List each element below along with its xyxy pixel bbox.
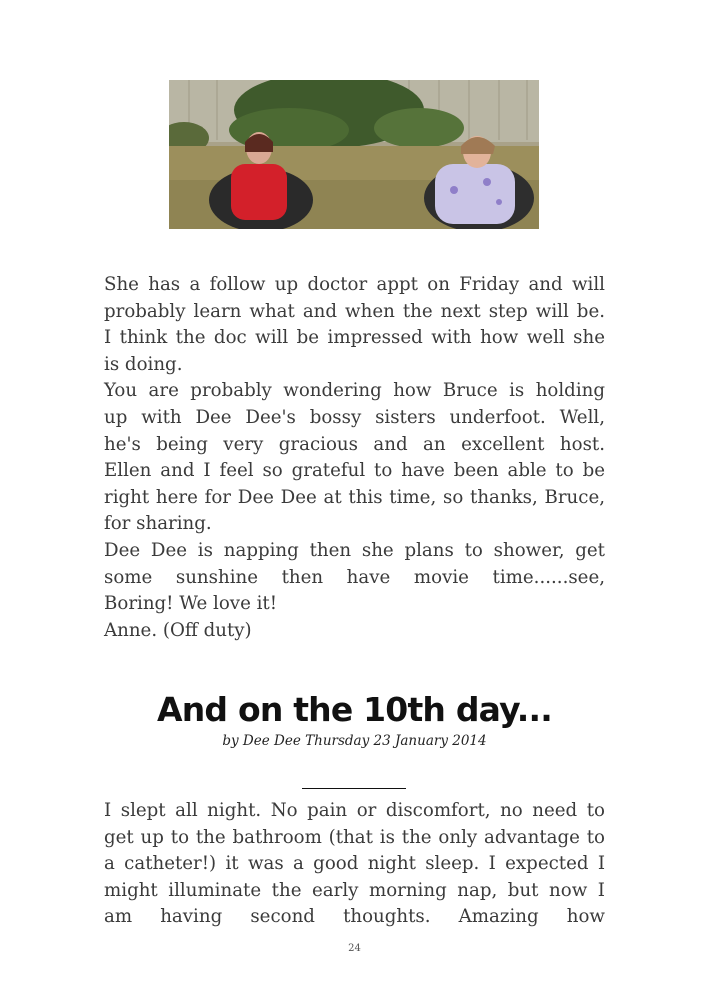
body-line: Anne. (Off duty) [104,619,252,641]
body-line: I slept all night. No pain or discomfort, no need to [104,800,605,821]
body-line: right here for Dee Dee at this time, so thanks, Bruce, [104,486,605,508]
body-line: a catheter!) it was a good night sleep. I expected I [104,853,605,875]
body-line: You are probably wondering how Bruce is holding [104,380,605,402]
body-line: for sharing. [104,513,212,535]
body-line: some sunshine then have movie time......see, [104,566,605,588]
body-line: I think the doc will be impressed with how well she [104,327,605,349]
section-divider [302,788,406,789]
post-title: And on the 10th day... [157,690,552,729]
body-line: Dee Dee is napping then she plans to shower, get [104,539,605,561]
body-line: he's being very gracious and an excellent host. [104,433,605,455]
body-line: Boring! We love it! [104,593,278,615]
post-body-dee-dee [104,798,605,931]
body-line: She has a follow up doctor appt on Friday and will [104,274,605,295]
body-line: Ellen and I feel so grateful to have been able to be [104,460,605,482]
page-number: 24 [348,943,361,954]
post-byline: by Dee Dee Thursday 23 January 2014 [222,733,487,749]
body-line: probably learn what and when the next step will be. [104,300,605,322]
body-line: am having second thoughts. Amazing how [104,906,605,928]
body-line: get up to the bathroom (that is the only advantage to [104,826,605,848]
body-line: up with Dee Dee's bossy sisters underfoot. Well, [104,406,605,428]
body-line: might illuminate the early morning nap, but now I [104,879,605,901]
body-line: is doing. [104,353,183,375]
post-body-anne [104,272,605,644]
blog-photo [169,80,539,229]
garden-photo-image [169,80,539,229]
